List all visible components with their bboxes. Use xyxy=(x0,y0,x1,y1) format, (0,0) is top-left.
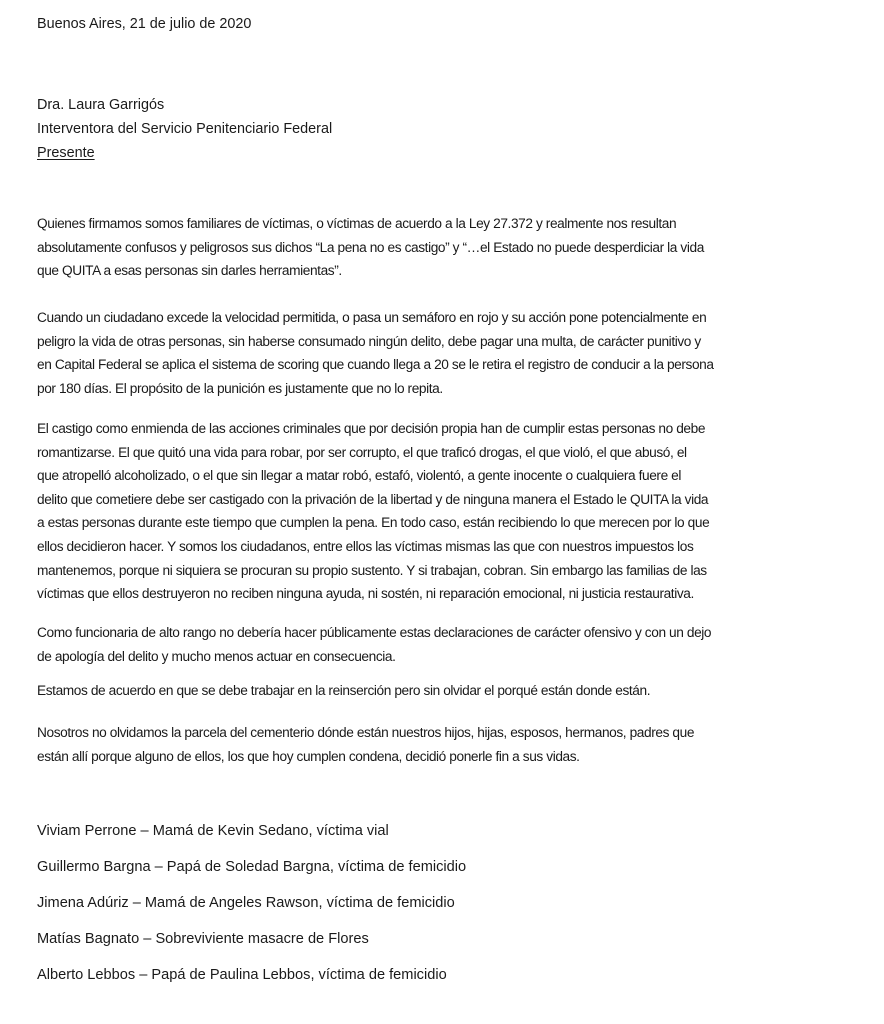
paragraph-line: Como funcionaria de alto rango no debería hacer públicamente estas declaraciones de carácter ofensivo y con un dejo xyxy=(37,625,712,641)
paragraph-1 xyxy=(37,213,857,284)
signatory: Guillermo Bargna – Papá de Soledad Bargna, víctima de femicidio xyxy=(37,859,467,875)
paragraph-line: víctimas que ellos destruyeron no reciben ninguna ayuda, ni sostén, ni reparación emocional, ni justicia restaurativa. xyxy=(37,586,694,603)
date-line: Buenos Aires, 21 de julio de 2020 xyxy=(37,16,252,32)
signatory: Jimena Adúriz – Mamá de Angeles Rawson, víctima de femicidio xyxy=(37,895,455,911)
paragraph-line: Nosotros no olvidamos la parcela del cementerio dónde están nuestros hijos, hijas, esposos, hermanos, padres que xyxy=(37,725,695,741)
paragraph-line: a estas personas durante este tiempo que cumplen la pena. En todo caso, están recibiendo lo que merecen por lo que xyxy=(37,515,710,532)
recipient-name: Dra. Laura Garrigós xyxy=(37,97,165,113)
signatory: Viviam Perrone – Mamá de Kevin Sedano, víctima vial xyxy=(37,823,389,839)
paragraph-line: están allí porque alguno de ellos, los que hoy cumplen condena, decidió ponerle fin a sus vidas. xyxy=(37,748,580,765)
paragraph-5 xyxy=(37,680,857,704)
paragraph-line: peligro la vida de otras personas, sin haberse consumado ningún delito, debe pagar una multa, de carácter punitivo y xyxy=(37,333,701,350)
paragraph-line: romantizarse. El que quitó una vida para robar, por ser corrupto, el que traficó drogas, el que violó, el que abusó, el xyxy=(37,444,687,461)
paragraph-line: Quienes firmamos somos familiares de víctimas, o víctimas de acuerdo a la Ley 27.372 y realmente nos resultan xyxy=(37,216,677,232)
paragraph-line: mantenemos, porque ni siquiera se procuran su propio sustento. Y si trabajan, cobran. Sin embargo las familias de las xyxy=(37,562,707,579)
paragraph-line: ellos decidieron hacer. Y somos los ciudadanos, entre ellos las víctimas mismas las que con nuestros impuestos los xyxy=(37,538,694,555)
paragraph-line: Estamos de acuerdo en que se debe trabajar en la reinserción pero sin olvidar el porqué están donde están. xyxy=(37,683,651,699)
paragraph-2 xyxy=(37,307,857,401)
paragraph-4 xyxy=(37,622,857,669)
paragraph-line: Cuando un ciudadano excede la velocidad permitida, o pasa un semáforo en rojo y su acción pone potencialmente en xyxy=(37,310,707,326)
recipient-title: Interventora del Servicio Penitenciario Federal xyxy=(37,121,333,137)
paragraph-line: en Capital Federal se aplica el sistema de scoring que cuando llega a 20 se le retira el registro de conducir a la persona xyxy=(37,357,714,374)
paragraph-line: delito que cometiere debe ser castigado con la privación de la libertad y de ninguna manera el Estado le QUITA la vida xyxy=(37,491,709,508)
salutation: Presente xyxy=(37,145,95,161)
signatory: Matías Bagnato – Sobreviviente masacre de Flores xyxy=(37,931,369,947)
paragraph-line: que atropelló alcoholizado, o el que sin llegar a matar robó, estafó, violentó, a gente inocente o cualquiera fuere el xyxy=(37,468,682,485)
paragraph-line: absolutamente confusos y peligrosos sus dichos “La pena no es castigo” y “…el Estado no puede desperdiciar la vida xyxy=(37,239,704,256)
paragraph-line: de apología del delito y mucho menos actuar en consecuencia. xyxy=(37,648,396,665)
paragraph-line: que QUITA a esas personas sin darles herramientas”. xyxy=(37,263,342,280)
paragraph-6 xyxy=(37,722,857,769)
paragraph-line: El castigo como enmienda de las acciones criminales que por decisión propia han de cumplir estas personas no debe xyxy=(37,421,706,437)
paragraph-3 xyxy=(37,418,857,607)
signatory: Alberto Lebbos – Papá de Paulina Lebbos, víctima de femicidio xyxy=(37,967,447,983)
paragraph-line: por 180 días. El propósito de la punición es justamente que no lo repita. xyxy=(37,380,443,397)
